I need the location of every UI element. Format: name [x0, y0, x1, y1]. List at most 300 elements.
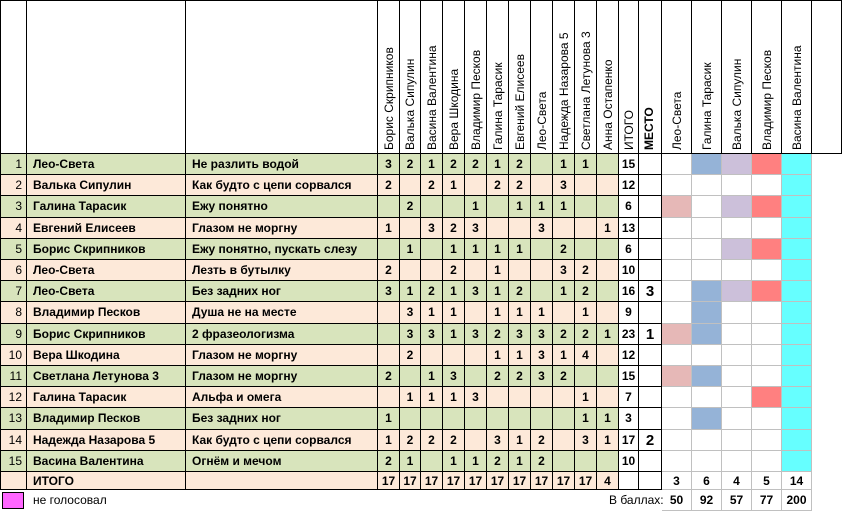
row-total[interactable]: 12: [619, 175, 639, 196]
score-cell[interactable]: 1: [575, 387, 597, 408]
score-cell[interactable]: 3: [400, 324, 421, 345]
star-vote-cell[interactable]: [662, 196, 692, 217]
row-author[interactable]: Валька Сипулин: [27, 175, 186, 196]
star-vote-cell[interactable]: [692, 154, 722, 175]
star-vote-cell[interactable]: [752, 196, 782, 217]
score-cell[interactable]: [509, 387, 531, 408]
row-title[interactable]: Огнём и мечом: [186, 451, 378, 472]
star-vote-cell[interactable]: [782, 239, 812, 260]
score-cell[interactable]: [465, 345, 487, 366]
score-cell[interactable]: 1: [487, 281, 509, 302]
star-vote-cell[interactable]: [782, 366, 812, 387]
score-cell[interactable]: [487, 218, 509, 239]
score-cell[interactable]: 3: [509, 324, 531, 345]
score-cell[interactable]: 1: [597, 430, 619, 451]
totals-star[interactable]: 5: [752, 472, 782, 490]
score-cell[interactable]: 1: [400, 387, 421, 408]
row-title[interactable]: Душа не на месте: [186, 302, 378, 323]
score-cell[interactable]: 1: [575, 154, 597, 175]
score-cell[interactable]: 1: [378, 430, 400, 451]
totals-score[interactable]: 17: [531, 472, 553, 490]
row-title[interactable]: Ежу понятно, пускать слезу: [186, 239, 378, 260]
row-title[interactable]: Глазом не моргну: [186, 366, 378, 387]
star-vote-cell[interactable]: [692, 430, 722, 451]
score-cell[interactable]: 1: [421, 302, 443, 323]
score-cell[interactable]: 1: [443, 175, 465, 196]
row-number[interactable]: 6: [0, 260, 27, 281]
score-cell[interactable]: 3: [575, 430, 597, 451]
score-cell[interactable]: 1: [509, 196, 531, 217]
score-cell[interactable]: 1: [378, 218, 400, 239]
row-number[interactable]: 1: [0, 154, 27, 175]
star-vote-cell[interactable]: [782, 218, 812, 239]
score-cell[interactable]: 2: [553, 324, 575, 345]
score-cell[interactable]: 1: [553, 154, 575, 175]
score-cell[interactable]: 2: [421, 430, 443, 451]
score-cell[interactable]: 2: [465, 154, 487, 175]
row-total[interactable]: 6: [619, 196, 639, 217]
score-cell[interactable]: 1: [443, 239, 465, 260]
score-cell[interactable]: 1: [509, 430, 531, 451]
star-vote-cell[interactable]: [752, 430, 782, 451]
score-cell[interactable]: [443, 408, 465, 429]
totals-corner[interactable]: [0, 472, 27, 490]
score-cell[interactable]: 1: [487, 239, 509, 260]
star-vote-cell[interactable]: [662, 324, 692, 345]
score-cell[interactable]: 1: [443, 387, 465, 408]
star-vote-cell[interactable]: [662, 239, 692, 260]
row-number[interactable]: 3: [0, 196, 27, 217]
star-vote-cell[interactable]: [662, 260, 692, 281]
score-cell[interactable]: [421, 239, 443, 260]
points-value[interactable]: 50: [662, 490, 692, 511]
star-vote-cell[interactable]: [722, 387, 752, 408]
totals-star[interactable]: 6: [692, 472, 722, 490]
score-cell[interactable]: 2: [509, 281, 531, 302]
row-place[interactable]: [639, 196, 662, 217]
score-cell[interactable]: [531, 260, 553, 281]
star-vote-cell[interactable]: [692, 324, 722, 345]
score-cell[interactable]: 2: [378, 175, 400, 196]
score-cell[interactable]: 3: [553, 175, 575, 196]
star-vote-cell[interactable]: [752, 154, 782, 175]
row-total[interactable]: 13: [619, 218, 639, 239]
score-cell[interactable]: 3: [465, 387, 487, 408]
star-vote-cell[interactable]: [662, 366, 692, 387]
row-author[interactable]: Лео-Света: [27, 154, 186, 175]
row-total[interactable]: 6: [619, 239, 639, 260]
header-title[interactable]: [186, 0, 378, 154]
star-vote-cell[interactable]: [722, 218, 752, 239]
row-author[interactable]: Евгений Елисеев: [27, 218, 186, 239]
star-vote-cell[interactable]: [752, 366, 782, 387]
score-cell[interactable]: [421, 196, 443, 217]
row-total[interactable]: 15: [619, 366, 639, 387]
star-vote-cell[interactable]: [782, 387, 812, 408]
row-place[interactable]: [639, 451, 662, 472]
row-total[interactable]: 9: [619, 302, 639, 323]
row-place[interactable]: [639, 345, 662, 366]
score-cell[interactable]: 2: [443, 154, 465, 175]
score-cell[interactable]: [531, 154, 553, 175]
score-cell[interactable]: 1: [487, 260, 509, 281]
star-vote-cell[interactable]: [782, 302, 812, 323]
star-vote-cell[interactable]: [722, 451, 752, 472]
star-vote-cell[interactable]: [692, 218, 722, 239]
row-number[interactable]: 13: [0, 408, 27, 429]
star-vote-cell[interactable]: [722, 430, 752, 451]
score-cell[interactable]: 1: [400, 239, 421, 260]
totals-score[interactable]: 17: [443, 472, 465, 490]
star-vote-cell[interactable]: [782, 324, 812, 345]
score-cell[interactable]: 1: [487, 302, 509, 323]
star-vote-cell[interactable]: [782, 175, 812, 196]
star-vote-cell[interactable]: [752, 451, 782, 472]
row-place[interactable]: 2: [639, 430, 662, 451]
score-cell[interactable]: [378, 239, 400, 260]
score-cell[interactable]: 2: [421, 175, 443, 196]
score-cell[interactable]: [531, 239, 553, 260]
score-cell[interactable]: [597, 451, 619, 472]
row-title[interactable]: Без задних ног: [186, 408, 378, 429]
row-place[interactable]: 3: [639, 281, 662, 302]
row-total[interactable]: 10: [619, 260, 639, 281]
score-cell[interactable]: [531, 175, 553, 196]
score-cell[interactable]: 1: [487, 345, 509, 366]
score-cell[interactable]: [400, 408, 421, 429]
score-cell[interactable]: [575, 366, 597, 387]
row-number[interactable]: 15: [0, 451, 27, 472]
score-cell[interactable]: [378, 345, 400, 366]
score-cell[interactable]: [531, 387, 553, 408]
star-vote-cell[interactable]: [752, 175, 782, 196]
score-cell[interactable]: 1: [465, 451, 487, 472]
star-vote-cell[interactable]: [662, 387, 692, 408]
score-cell[interactable]: 2: [553, 366, 575, 387]
star-vote-cell[interactable]: [752, 324, 782, 345]
score-cell[interactable]: [400, 218, 421, 239]
score-cell[interactable]: [487, 387, 509, 408]
score-cell[interactable]: [597, 239, 619, 260]
score-cell[interactable]: [531, 408, 553, 429]
score-cell[interactable]: 2: [443, 218, 465, 239]
score-cell[interactable]: [465, 302, 487, 323]
score-cell[interactable]: 3: [531, 366, 553, 387]
score-cell[interactable]: 1: [465, 196, 487, 217]
score-cell[interactable]: 3: [465, 218, 487, 239]
score-cell[interactable]: [400, 175, 421, 196]
totals-score[interactable]: 4: [597, 472, 619, 490]
totals-place[interactable]: [639, 472, 662, 490]
row-title[interactable]: Альфа и омега: [186, 387, 378, 408]
score-cell[interactable]: [575, 196, 597, 217]
score-cell[interactable]: 3: [400, 302, 421, 323]
star-vote-cell[interactable]: [782, 408, 812, 429]
score-cell[interactable]: 2: [421, 281, 443, 302]
star-vote-cell[interactable]: [692, 366, 722, 387]
points-value[interactable]: 77: [752, 490, 782, 511]
star-vote-cell[interactable]: [692, 281, 722, 302]
score-cell[interactable]: [597, 260, 619, 281]
star-vote-cell[interactable]: [692, 260, 722, 281]
totals-score[interactable]: 17: [487, 472, 509, 490]
row-number[interactable]: 9: [0, 324, 27, 345]
star-vote-cell[interactable]: [752, 302, 782, 323]
score-cell[interactable]: [553, 451, 575, 472]
star-vote-cell[interactable]: [752, 281, 782, 302]
row-number[interactable]: 14: [0, 430, 27, 451]
row-place[interactable]: [639, 239, 662, 260]
score-cell[interactable]: 2: [553, 239, 575, 260]
totals-score[interactable]: 17: [465, 472, 487, 490]
star-vote-cell[interactable]: [692, 451, 722, 472]
star-vote-cell[interactable]: [722, 175, 752, 196]
star-vote-cell[interactable]: [782, 281, 812, 302]
score-cell[interactable]: 1: [509, 239, 531, 260]
score-cell[interactable]: 1: [597, 408, 619, 429]
score-cell[interactable]: 1: [443, 302, 465, 323]
score-cell[interactable]: [465, 366, 487, 387]
score-cell[interactable]: [553, 302, 575, 323]
totals-label[interactable]: ИТОГО: [27, 472, 186, 490]
star-vote-cell[interactable]: [722, 281, 752, 302]
totals-empty[interactable]: [186, 472, 378, 490]
star-vote-cell[interactable]: [722, 154, 752, 175]
score-cell[interactable]: 3: [531, 345, 553, 366]
row-author[interactable]: Галина Тарасик: [27, 196, 186, 217]
row-number[interactable]: 12: [0, 387, 27, 408]
score-cell[interactable]: [553, 408, 575, 429]
score-cell[interactable]: 2: [378, 260, 400, 281]
row-place[interactable]: [639, 302, 662, 323]
score-cell[interactable]: [378, 324, 400, 345]
row-author[interactable]: Владимир Песков: [27, 302, 186, 323]
row-number[interactable]: 8: [0, 302, 27, 323]
star-vote-cell[interactable]: [662, 281, 692, 302]
score-cell[interactable]: 2: [443, 260, 465, 281]
star-vote-cell[interactable]: [752, 408, 782, 429]
score-cell[interactable]: [378, 302, 400, 323]
row-total[interactable]: 10: [619, 451, 639, 472]
score-cell[interactable]: 4: [575, 345, 597, 366]
star-vote-cell[interactable]: [722, 408, 752, 429]
score-cell[interactable]: [487, 408, 509, 429]
totals-score[interactable]: 17: [378, 472, 400, 490]
score-cell[interactable]: [465, 430, 487, 451]
totals-score[interactable]: 17: [553, 472, 575, 490]
row-number[interactable]: 11: [0, 366, 27, 387]
star-vote-cell[interactable]: [662, 154, 692, 175]
score-cell[interactable]: [421, 408, 443, 429]
star-vote-cell[interactable]: [662, 451, 692, 472]
star-vote-cell[interactable]: [692, 387, 722, 408]
score-cell[interactable]: [597, 387, 619, 408]
score-cell[interactable]: 1: [575, 302, 597, 323]
score-cell[interactable]: 3: [378, 154, 400, 175]
row-place[interactable]: [639, 387, 662, 408]
score-cell[interactable]: [575, 218, 597, 239]
score-cell[interactable]: [465, 260, 487, 281]
score-cell[interactable]: 2: [487, 175, 509, 196]
score-cell[interactable]: 2: [531, 451, 553, 472]
score-cell[interactable]: [509, 260, 531, 281]
row-number[interactable]: 5: [0, 239, 27, 260]
score-cell[interactable]: [465, 175, 487, 196]
score-cell[interactable]: 1: [531, 302, 553, 323]
score-cell[interactable]: 1: [575, 408, 597, 429]
score-cell[interactable]: 1: [443, 451, 465, 472]
star-vote-cell[interactable]: [782, 154, 812, 175]
score-cell[interactable]: 2: [400, 430, 421, 451]
star-vote-cell[interactable]: [722, 239, 752, 260]
score-cell[interactable]: [597, 366, 619, 387]
score-cell[interactable]: 3: [531, 218, 553, 239]
row-author[interactable]: Борис Скрипников: [27, 239, 186, 260]
score-cell[interactable]: 1: [531, 196, 553, 217]
score-cell[interactable]: [509, 408, 531, 429]
score-cell[interactable]: 3: [421, 324, 443, 345]
star-vote-cell[interactable]: [692, 302, 722, 323]
score-cell[interactable]: 2: [487, 366, 509, 387]
score-cell[interactable]: 1: [487, 154, 509, 175]
score-cell[interactable]: [421, 345, 443, 366]
points-value[interactable]: 57: [722, 490, 752, 511]
row-title[interactable]: Не разлить водой: [186, 154, 378, 175]
totals-score[interactable]: 17: [575, 472, 597, 490]
row-author[interactable]: Надежда Назарова 5: [27, 430, 186, 451]
score-cell[interactable]: [575, 451, 597, 472]
row-title[interactable]: Глазом не моргну: [186, 218, 378, 239]
score-cell[interactable]: 1: [400, 281, 421, 302]
row-total[interactable]: 16: [619, 281, 639, 302]
score-cell[interactable]: [597, 196, 619, 217]
totals-star[interactable]: 14: [782, 472, 812, 490]
score-cell[interactable]: 1: [553, 281, 575, 302]
row-total[interactable]: 17: [619, 430, 639, 451]
score-cell[interactable]: [465, 408, 487, 429]
star-vote-cell[interactable]: [692, 345, 722, 366]
score-cell[interactable]: 1: [378, 408, 400, 429]
row-place[interactable]: [639, 218, 662, 239]
score-cell[interactable]: 1: [421, 366, 443, 387]
score-cell[interactable]: 2: [509, 366, 531, 387]
star-vote-cell[interactable]: [722, 324, 752, 345]
score-cell[interactable]: 1: [553, 196, 575, 217]
totals-score[interactable]: 17: [421, 472, 443, 490]
row-title[interactable]: Без задних ног: [186, 281, 378, 302]
row-author[interactable]: Лео-Света: [27, 260, 186, 281]
score-cell[interactable]: [509, 218, 531, 239]
score-cell[interactable]: [421, 260, 443, 281]
star-vote-cell[interactable]: [752, 387, 782, 408]
score-cell[interactable]: 1: [553, 345, 575, 366]
score-cell[interactable]: [443, 345, 465, 366]
score-cell[interactable]: 2: [487, 451, 509, 472]
score-cell[interactable]: 2: [509, 154, 531, 175]
score-cell[interactable]: [597, 154, 619, 175]
totals-total[interactable]: [619, 472, 639, 490]
totals-score[interactable]: 17: [509, 472, 531, 490]
row-total[interactable]: 3: [619, 408, 639, 429]
score-cell[interactable]: [553, 218, 575, 239]
score-cell[interactable]: 1: [443, 324, 465, 345]
score-cell[interactable]: [597, 345, 619, 366]
score-cell[interactable]: [378, 196, 400, 217]
star-vote-cell[interactable]: [782, 345, 812, 366]
score-cell[interactable]: 1: [597, 218, 619, 239]
row-author[interactable]: Борис Скрипников: [27, 324, 186, 345]
score-cell[interactable]: 2: [531, 430, 553, 451]
header-corner[interactable]: [0, 0, 27, 154]
totals-star[interactable]: 4: [722, 472, 752, 490]
score-cell[interactable]: 3: [443, 366, 465, 387]
score-cell[interactable]: 2: [575, 324, 597, 345]
score-cell[interactable]: 3: [378, 281, 400, 302]
star-vote-cell[interactable]: [722, 196, 752, 217]
score-cell[interactable]: 1: [465, 239, 487, 260]
score-cell[interactable]: 1: [509, 451, 531, 472]
row-author[interactable]: Вера Шкодина: [27, 345, 186, 366]
row-place[interactable]: [639, 154, 662, 175]
score-cell[interactable]: [597, 281, 619, 302]
row-place[interactable]: [639, 175, 662, 196]
score-cell[interactable]: 1: [443, 281, 465, 302]
totals-score[interactable]: 17: [400, 472, 421, 490]
score-cell[interactable]: [575, 175, 597, 196]
star-vote-cell[interactable]: [782, 430, 812, 451]
score-cell[interactable]: 2: [487, 324, 509, 345]
header-cell[interactable]: [812, 0, 842, 154]
score-cell[interactable]: 1: [509, 302, 531, 323]
star-vote-cell[interactable]: [692, 175, 722, 196]
row-author[interactable]: Васина Валентина: [27, 451, 186, 472]
score-cell[interactable]: 2: [400, 154, 421, 175]
points-value[interactable]: 200: [782, 490, 812, 511]
row-number[interactable]: 7: [0, 281, 27, 302]
row-total[interactable]: 23: [619, 324, 639, 345]
row-author[interactable]: Галина Тарасик: [27, 387, 186, 408]
score-cell[interactable]: [553, 430, 575, 451]
star-vote-cell[interactable]: [662, 218, 692, 239]
score-cell[interactable]: 3: [465, 281, 487, 302]
points-value[interactable]: 92: [692, 490, 722, 511]
star-vote-cell[interactable]: [752, 345, 782, 366]
row-total[interactable]: 15: [619, 154, 639, 175]
star-vote-cell[interactable]: [662, 175, 692, 196]
score-cell[interactable]: 1: [421, 154, 443, 175]
score-cell[interactable]: 3: [421, 218, 443, 239]
row-place[interactable]: [639, 366, 662, 387]
star-vote-cell[interactable]: [722, 366, 752, 387]
star-vote-cell[interactable]: [722, 302, 752, 323]
star-vote-cell[interactable]: [782, 196, 812, 217]
star-vote-cell[interactable]: [722, 260, 752, 281]
score-cell[interactable]: 3: [553, 260, 575, 281]
score-cell[interactable]: [487, 196, 509, 217]
star-vote-cell[interactable]: [752, 260, 782, 281]
star-vote-cell[interactable]: [722, 345, 752, 366]
star-vote-cell[interactable]: [662, 302, 692, 323]
row-total[interactable]: 7: [619, 387, 639, 408]
star-vote-cell[interactable]: [782, 260, 812, 281]
score-cell[interactable]: [400, 366, 421, 387]
score-cell[interactable]: 2: [400, 196, 421, 217]
row-title[interactable]: Как будто с цепи сорвался: [186, 175, 378, 196]
row-place[interactable]: [639, 408, 662, 429]
row-total[interactable]: 12: [619, 345, 639, 366]
score-cell[interactable]: 2: [378, 366, 400, 387]
row-author[interactable]: Владимир Песков: [27, 408, 186, 429]
